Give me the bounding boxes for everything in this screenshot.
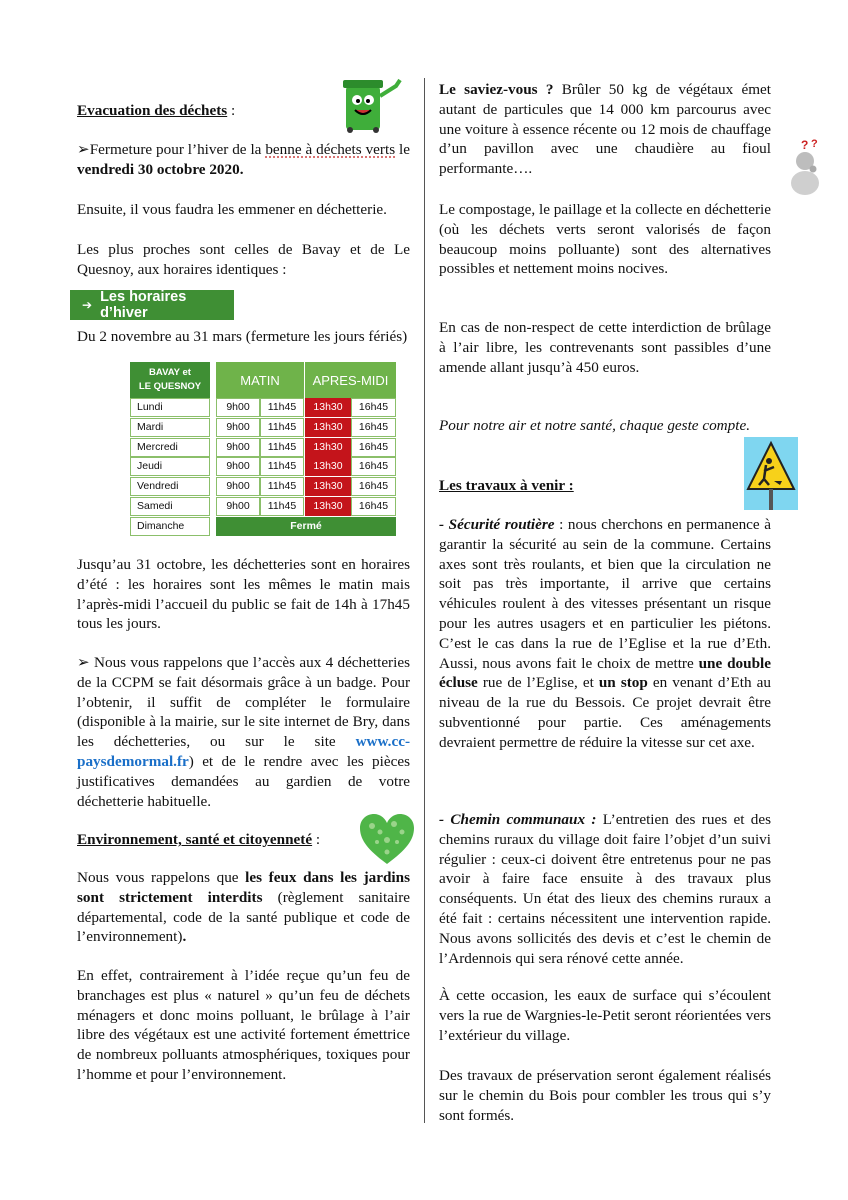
thinking-person-icon [785, 137, 825, 197]
schedule-time: 11h45 [260, 418, 304, 437]
schedule-time: 13h30 [305, 398, 351, 417]
evac-heading: Evacuation des déchets [77, 102, 228, 119]
roadworks-sign-icon [744, 437, 798, 510]
badge-paragraph: ➢ Nous vous rappelons que l’accès aux 4 déchetteries de la CCPM se fait désormais grâce à un badge. Pour l’obtenir, il suffit de compléter le formulaire (disponible à la mairie, sur le site internet de Bry, dans les déchetteries, ou sur le site www.cc-paysdemormal.fr) et de le rendre avec les pièces justificatives demandées au gardien de votre déchetterie habituelle. [77, 654, 410, 810]
schedule-rows [130, 398, 396, 537]
schedule-time: 11h45 [260, 477, 304, 496]
schedule-day: Vendredi [130, 477, 210, 496]
feux-paragraph: Nous vous rappelons que les feux dans les jardins sont strictement interdits (règlement sanitaire départemental, code de la santé publique et code de l’environnement). [77, 869, 410, 946]
ccpm-website-link[interactable]: www.cc-paysdemormal.fr [77, 733, 410, 770]
schedule-header-apres-midi: APRES-MIDI [305, 362, 396, 398]
schedule-corner: BAVAY et LE QUESNOY [130, 362, 210, 398]
schedule-day: Mardi [130, 418, 210, 437]
periode-paragraph: Du 2 novembre au 31 mars (fermeture les jours fériés) [77, 328, 408, 345]
stop: un stop [598, 674, 648, 692]
saviez-label: Le saviez-vous ? [439, 81, 554, 98]
proches-paragraph: Les plus proches sont celles de Bavay et de Le Quesnoy, aux horaires identiques : [77, 241, 410, 278]
benne-dechets-verts: benne à déchets verts [265, 141, 396, 158]
evac-heading-line: Evacuation des déchets : [77, 102, 236, 119]
fermeture-paragraph: ➢Fermeture pour l’hiver de la benne à déchets verts le vendredi 30 octobre 2020. [77, 141, 410, 178]
column-divider [424, 78, 425, 1123]
schedule-time: 13h30 [305, 418, 351, 437]
chemins-label: - Chemin communaux : [439, 811, 597, 828]
air-sante-paragraph: Pour notre air et notre santé, chaque geste compte. [439, 417, 750, 434]
schedule-time: 16h45 [351, 477, 396, 496]
horaires-ete-paragraph: Jusqu’au 31 octobre, les déchetteries sont en horaires d’été : les horaires sont les mêmes le matin mais l’après-midi l’accueil du public se fait de 14h à 17h45 tous les jours. [77, 556, 410, 633]
fermeture-date: vendredi 30 octobre 2020. [77, 160, 244, 178]
schedule-day: Samedi [130, 497, 210, 516]
effet-paragraph: En effet, contrairement à l’idée reçue qu’un feu de branchages est plus « naturel » qu’un feu de déchets ménagers et donc moins polluant, le brûlage à l’air libre des végétaux est une activité fortement émettrice de nombreux polluants atmosphériques, toxiques pour l’homme et pour l’environnement. [77, 967, 410, 1083]
saviez-paragraph: Le saviez-vous ? Brûler 50 kg de végétaux émet autant de particules que 14 000 km parcourus avec une voiture à essence récente ou 12 mois de chauffage d’un pavillon avec une chaudière au fioul performante…. [439, 81, 771, 178]
securite-paragraph: - Sécurité routière : nous cherchons en permanence à garantir la sécurité au sein de la commune. Certains axes sont très roulants, et bien que la circulation ne soit pas très importante, il arrive que certains véhicules roulent à des vitesses présentant un risque pour les autres usagers et en particulier les piétons. C’est le cas dans la rue de l’Eglise et la rue d’Eth. Aussi, nous avons fait le choix de mettre une double écluse rue de l’Eglise, et un stop en venant d’Eth au niveau de la rue du Bessois. Ce projet devrait être subventionné pour partie. Ces aménagements devraient permettre de réduire la vitesse sur cet axe. [439, 516, 771, 751]
green-heart-icon [358, 812, 416, 866]
amende-paragraph: En cas de non-respect de cette interdiction de brûlage à l’air libre, les contrevenants sont passibles d’une amende allant jusqu’à 450 euros. [439, 319, 771, 376]
double-ecluse: une double écluse [439, 654, 771, 692]
travaux-heading: Les travaux à venir : [439, 477, 574, 494]
securite-label: - Sécurité routière [439, 516, 555, 533]
arrow-bullet-icon: ➢ [77, 141, 90, 158]
schedule-time: 13h30 [305, 457, 351, 476]
schedule-day: Dimanche [130, 517, 210, 536]
feux-interdits: les feux dans les jardins sont strictement interdits [77, 869, 410, 906]
schedule-time: 16h45 [351, 497, 396, 516]
schedule-row [130, 497, 396, 517]
schedule-time: 13h30 [305, 477, 351, 496]
schedule-time: 11h45 [260, 457, 304, 476]
schedule-time: 11h45 [260, 398, 304, 417]
schedule-ferme: Fermé [216, 517, 396, 536]
schedule-time: 16h45 [351, 398, 396, 417]
trash-bin-icon [338, 74, 410, 134]
arrow-bullet-icon: ➢ [77, 654, 95, 671]
ensuite-paragraph: Ensuite, il vous faudra les emmener en déchetterie. [77, 201, 387, 218]
schedule-time: 9h00 [216, 457, 260, 476]
schedule-day: Lundi [130, 398, 210, 417]
schedule-time: 16h45 [351, 457, 396, 476]
schedule-day: Jeudi [130, 457, 210, 476]
env-heading: Environnement, santé et citoyenneté [77, 831, 313, 848]
schedule-row [130, 438, 396, 458]
env-heading-line: Environnement, santé et citoyenneté : [77, 831, 321, 848]
svg-text:?: ? [811, 138, 818, 150]
schedule-row [130, 457, 396, 477]
schedule-header-matin: MATIN [216, 362, 304, 398]
schedule-row [130, 398, 396, 418]
schedule-time: 11h45 [260, 438, 304, 457]
compostage-paragraph: Le compostage, le paillage et la collecte en déchetterie (où les déchets verts seront valorisés de façon beaucoup moins polluante) sont des alternatives possibles et nettement moins nocives. [439, 201, 771, 278]
svg-text:?: ? [801, 138, 809, 152]
schedule-row-dimanche [130, 517, 396, 537]
schedule-time: 9h00 [216, 438, 260, 457]
schedule-time: 11h45 [260, 497, 304, 516]
schedule-row [130, 477, 396, 497]
arrow-right-icon: ➔ [82, 298, 93, 312]
chemins-paragraph: - Chemin communaux : L’entretien des rues et des chemins ruraux du village doit faire l’objet d’un suivi régulier : ceux-ci doivent être entretenus pour ne pas avoir à faire face ensuite à des travaux plus conséquents. Un état des lieux des chemins ruraux a été fait : certains nécessitent une intervention rapide. Nous avons sollicités des devis et c’est le chemin de l’Ardennois qui sera rénové cette année. [439, 811, 772, 967]
schedule-time: 9h00 [216, 398, 260, 417]
preservation-paragraph: Des travaux de préservation seront également réalisés sur le chemin du Bois pour combler les trous qui s’y sont formés. [439, 1067, 771, 1124]
horaires-hiver-banner: ➔ Les horaires d’hiver [70, 290, 234, 320]
schedule-day: Mercredi [130, 438, 210, 457]
schedule-time: 16h45 [351, 418, 396, 437]
schedule-time: 9h00 [216, 477, 260, 496]
schedule-time: 9h00 [216, 418, 260, 437]
schedule-time: 13h30 [305, 497, 351, 516]
schedule-table [130, 362, 396, 538]
schedule-time: 16h45 [351, 438, 396, 457]
schedule-time: 13h30 [305, 438, 351, 457]
schedule-time: 9h00 [216, 497, 260, 516]
eaux-surface-paragraph: À cette occasion, les eaux de surface qui s’écoulent vers la rue de Wargnies-le-Petit seront réorientées vers l’extérieur du village. [439, 987, 771, 1044]
schedule-row [130, 418, 396, 438]
